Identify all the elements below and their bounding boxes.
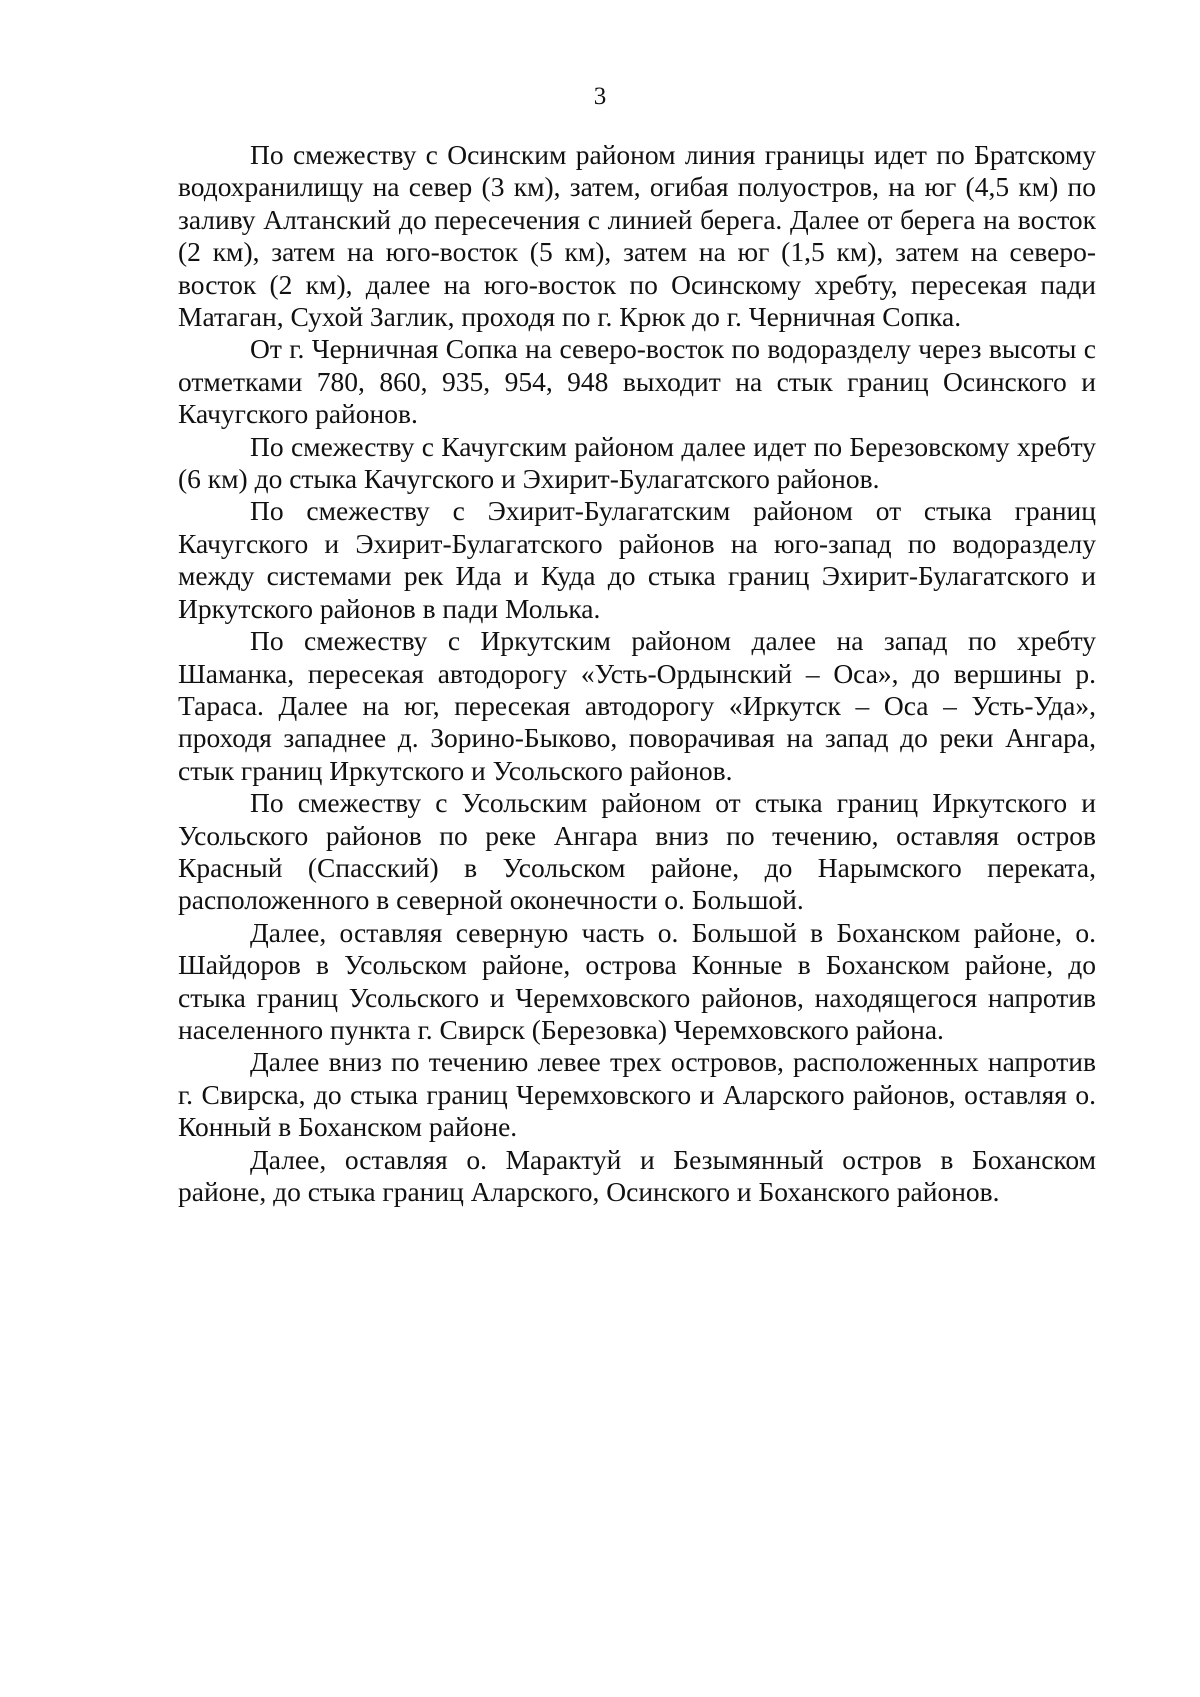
paragraph-irkutsky-border: По смежеству с Иркутским районом далее на запад по хребту Шаманка, пересекая автодорогу «Усть-Ордынский – Оса», до вершины р. Тараса. Далее на юг, пересекая автодорогу «Иркутск – Оса – Усть-Уда», проходя западнее д. Зорино-Быково, поворачивая на запад до реки Ангара, стык границ Иркутского и Усольского районов. [178,625,1096,786]
paragraph-osinsky-border: По смежеству с Осинским районом линия границы идет по Братскому водохранилищу на север (3 км), затем, огибая полуостров, на юг (4,5 км) по заливу Алтанский до пересечения с линией берега. Далее от берега на восток (2 км), затем на юго-восток (5 км), затем на юг (1,5 км), затем на северо-восток (2 км), далее на юго-восток по Осинскому хребту, пересекая пади Матаган, Сухой Заглик, проходя по г. Крюк до г. Черничная Сопка. [178,139,1096,333]
paragraph-maraktuy: Далее, оставляя о. Марактуй и Безымянный остров в Боханском районе, до стыка границ Аларского, Осинского и Боханского районов. [178,1143,1096,1207]
document-body [178,139,1096,1208]
paragraph-kachugsky-border: По смежеству с Качугским районом далее идет по Березовскому хребту (6 км) до стыка Качугского и Эхирит-Булагатского районов. [178,430,1096,495]
paragraph-bolshoy-island: Далее, оставляя северную часть о. Большой в Боханском районе, о. Шайдоров в Усольском районе, острова Конные в Боханском районе, до стыка границ Усольского и Черемховского районов, находящегося напротив населенного пункта г. Свирск (Березовка) Черемховского района. [178,916,1096,1045]
paragraph-svirsk: Далее вниз по течению левее трех островов, расположенных напротив г. Свирска, до стыка границ Черемховского и Аларского районов, оставляя о. Конный в Боханском районе. [178,1046,1096,1143]
paragraph-ekhirit-bulagatsky-border: По смежеству с Эхирит-Булагатским районом от стыка границ Качугского и Эхирит-Булагатского районов на юго-запад по водоразделу между системами рек Ида и Куда до стыка границ Эхирит-Булагатского и Иркутского районов в пади Молька. [178,495,1096,624]
paragraph-usolsky-border: По смежеству с Усольским районом от стыка границ Иркутского и Усольского районов по реке Ангара вниз по течению, оставляя остров Красный (Спасский) в Усольском районе, до Нарымского переката, расположенного в северной оконечности о. Большой. [178,787,1096,916]
paragraph-chernichnaya-sopka: От г. Черничная Сопка на северо-восток по водоразделу через высоты с отметками 780, 860, 935, 954, 948 выходит на стык границ Осинского и Качугского районов. [178,333,1096,430]
page-number: 3 [593,83,607,110]
